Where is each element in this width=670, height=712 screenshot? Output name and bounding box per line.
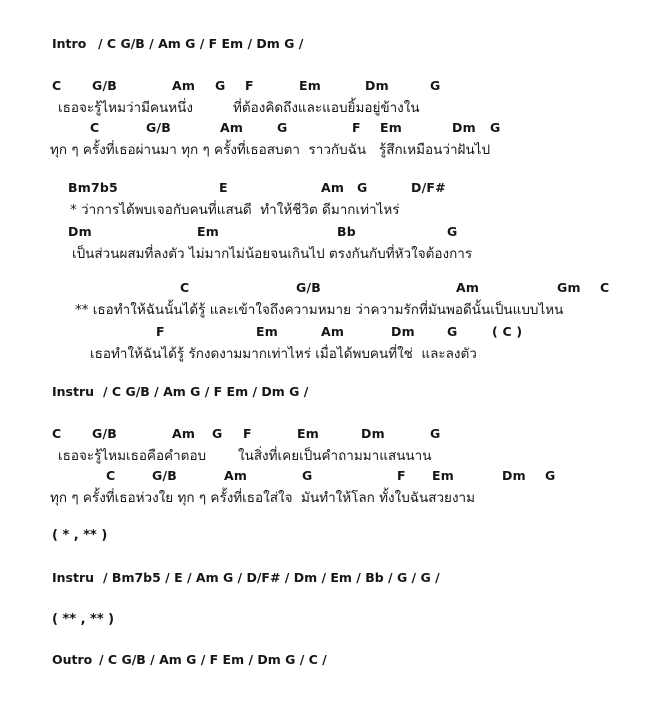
section-intro-label: Intro [52, 36, 87, 51]
chord: Bm7b5 [68, 180, 118, 195]
section-intro-progression: / C G/B / Am G / F Em / Dm G / [98, 36, 304, 51]
chord: D/F# [411, 180, 446, 195]
lyric-row [0, 486, 670, 506]
chord: G/B [92, 78, 117, 93]
chord: Em [380, 120, 402, 135]
chord: Am [456, 280, 480, 295]
chord: G [447, 324, 458, 339]
chord: G/B [296, 280, 321, 295]
chord: Dm [68, 224, 92, 239]
section-instru-2 [0, 570, 670, 590]
lyric: เธอทำให้ฉันได้รู้ รักงดงามมากเท่าไหร่ เมื่อได้พบคนที่ใช่ และลงตัว [90, 346, 477, 362]
lyric: ในสิ่งที่เคยเป็นคำถามมาแสนนาน [238, 448, 432, 464]
section-outro [0, 652, 670, 672]
chord: Am [220, 120, 244, 135]
chord: G [545, 468, 556, 483]
chord: F [156, 324, 165, 339]
lyric: ทุก ๆ ครั้งที่เธอห่วงใย ทุก ๆ ครั้งที่เธอใส่ใจ มันทำให้โลก ทั้งใบฉันสวยงาม [50, 490, 476, 506]
chord: F [397, 468, 406, 483]
chord: Am [321, 324, 345, 339]
chord-row [0, 280, 670, 300]
lyric-row [0, 96, 670, 116]
chord: G [357, 180, 368, 195]
chord: G [490, 120, 501, 135]
lyric: เธอจะรู้ไหมว่ามีคนหนึ่ง [58, 100, 193, 116]
lyric: * ว่าการได้พบเจอกับคนที่แสนดี ทำให้ชีวิต ดีมากเท่าไหร่ [70, 202, 400, 218]
section-instru-1-progression: / C G/B / Am G / F Em / Dm G / [103, 384, 309, 399]
section-outro-progression: / C G/B / Am G / F Em / Dm G / C / [99, 652, 327, 667]
lyric: เธอจะรู้ไหมเธอคือคำตอบ [58, 448, 207, 464]
chord-row [0, 180, 670, 200]
chord: Em [297, 426, 319, 441]
chord: Em [197, 224, 219, 239]
chord: G/B [92, 426, 117, 441]
chord: Bb [337, 224, 356, 239]
repeat-marker-text: ( ** , ** ) [52, 612, 115, 627]
chord: Dm [452, 120, 476, 135]
chord-row [0, 324, 670, 344]
chord: Dm [502, 468, 526, 483]
chord: G [277, 120, 288, 135]
section-outro-label: Outro [52, 652, 93, 667]
chord: F [352, 120, 361, 135]
chord: Am [321, 180, 345, 195]
chord: G/B [146, 120, 171, 135]
lyric: ทุก ๆ ครั้งที่เธอผ่านมา ทุก ๆ ครั้งที่เธอสบตา ราวกับฉัน รู้สึกเหมือนว่าฝันไป [50, 142, 491, 158]
chord: Am [172, 426, 196, 441]
chord: C [106, 468, 116, 483]
chord: F [243, 426, 252, 441]
chord: G [212, 426, 223, 441]
chord: G [302, 468, 313, 483]
lyric-row [0, 444, 670, 464]
lyric-row [0, 342, 670, 362]
chord: Dm [391, 324, 415, 339]
section-instru-2-progression: / Bm7b5 / E / Am G / D/F# / Dm / Em / Bb / G / G / [103, 570, 440, 585]
chord: C [180, 280, 190, 295]
chord-row [0, 120, 670, 140]
section-instru-2-label: Instru [52, 570, 95, 585]
chord: G [447, 224, 458, 239]
chord-row [0, 78, 670, 98]
lyric-row [0, 138, 670, 158]
chord: ( C ) [492, 324, 523, 339]
chord: Am [172, 78, 196, 93]
repeat-marker-text: ( * , ** ) [52, 528, 108, 543]
chord: C [600, 280, 610, 295]
lyric-row [0, 242, 670, 262]
chord: E [219, 180, 228, 195]
chord: F [245, 78, 254, 93]
chord: Em [256, 324, 278, 339]
chord: Dm [361, 426, 385, 441]
chord: Em [432, 468, 454, 483]
chord-row [0, 426, 670, 446]
lyric: เป็นส่วนผสมที่ลงตัว ไม่มากไม่น้อยจนเกินไป ตรงกันกับที่หัวใจต้องการ [72, 246, 473, 262]
chord: Em [299, 78, 321, 93]
chord: Dm [365, 78, 389, 93]
chord: C [52, 426, 62, 441]
chord: C [52, 78, 62, 93]
chord: G [430, 78, 441, 93]
lyric-row [0, 198, 670, 218]
chord: C [90, 120, 100, 135]
section-intro [0, 36, 670, 56]
lyric-row [0, 298, 670, 318]
repeat-marker [0, 612, 670, 632]
lyric: ที่ต้องคิดถึงและแอบยิ้มอยู่ข้างใน [233, 100, 420, 116]
section-instru-1 [0, 384, 670, 404]
chord-row [0, 468, 670, 488]
lyric: ** เธอทำให้ฉันนั้นได้รู้ และเข้าใจถึงความหมาย ว่าความรักที่มันพอดีนั้นเป็นแบบไหน [75, 302, 564, 318]
chord: G [215, 78, 226, 93]
section-instru-1-label: Instru [52, 384, 95, 399]
chord-row [0, 224, 670, 244]
repeat-marker [0, 528, 670, 548]
chord: Gm [557, 280, 581, 295]
chord: G [430, 426, 441, 441]
chord: G/B [152, 468, 177, 483]
chord: Am [224, 468, 248, 483]
